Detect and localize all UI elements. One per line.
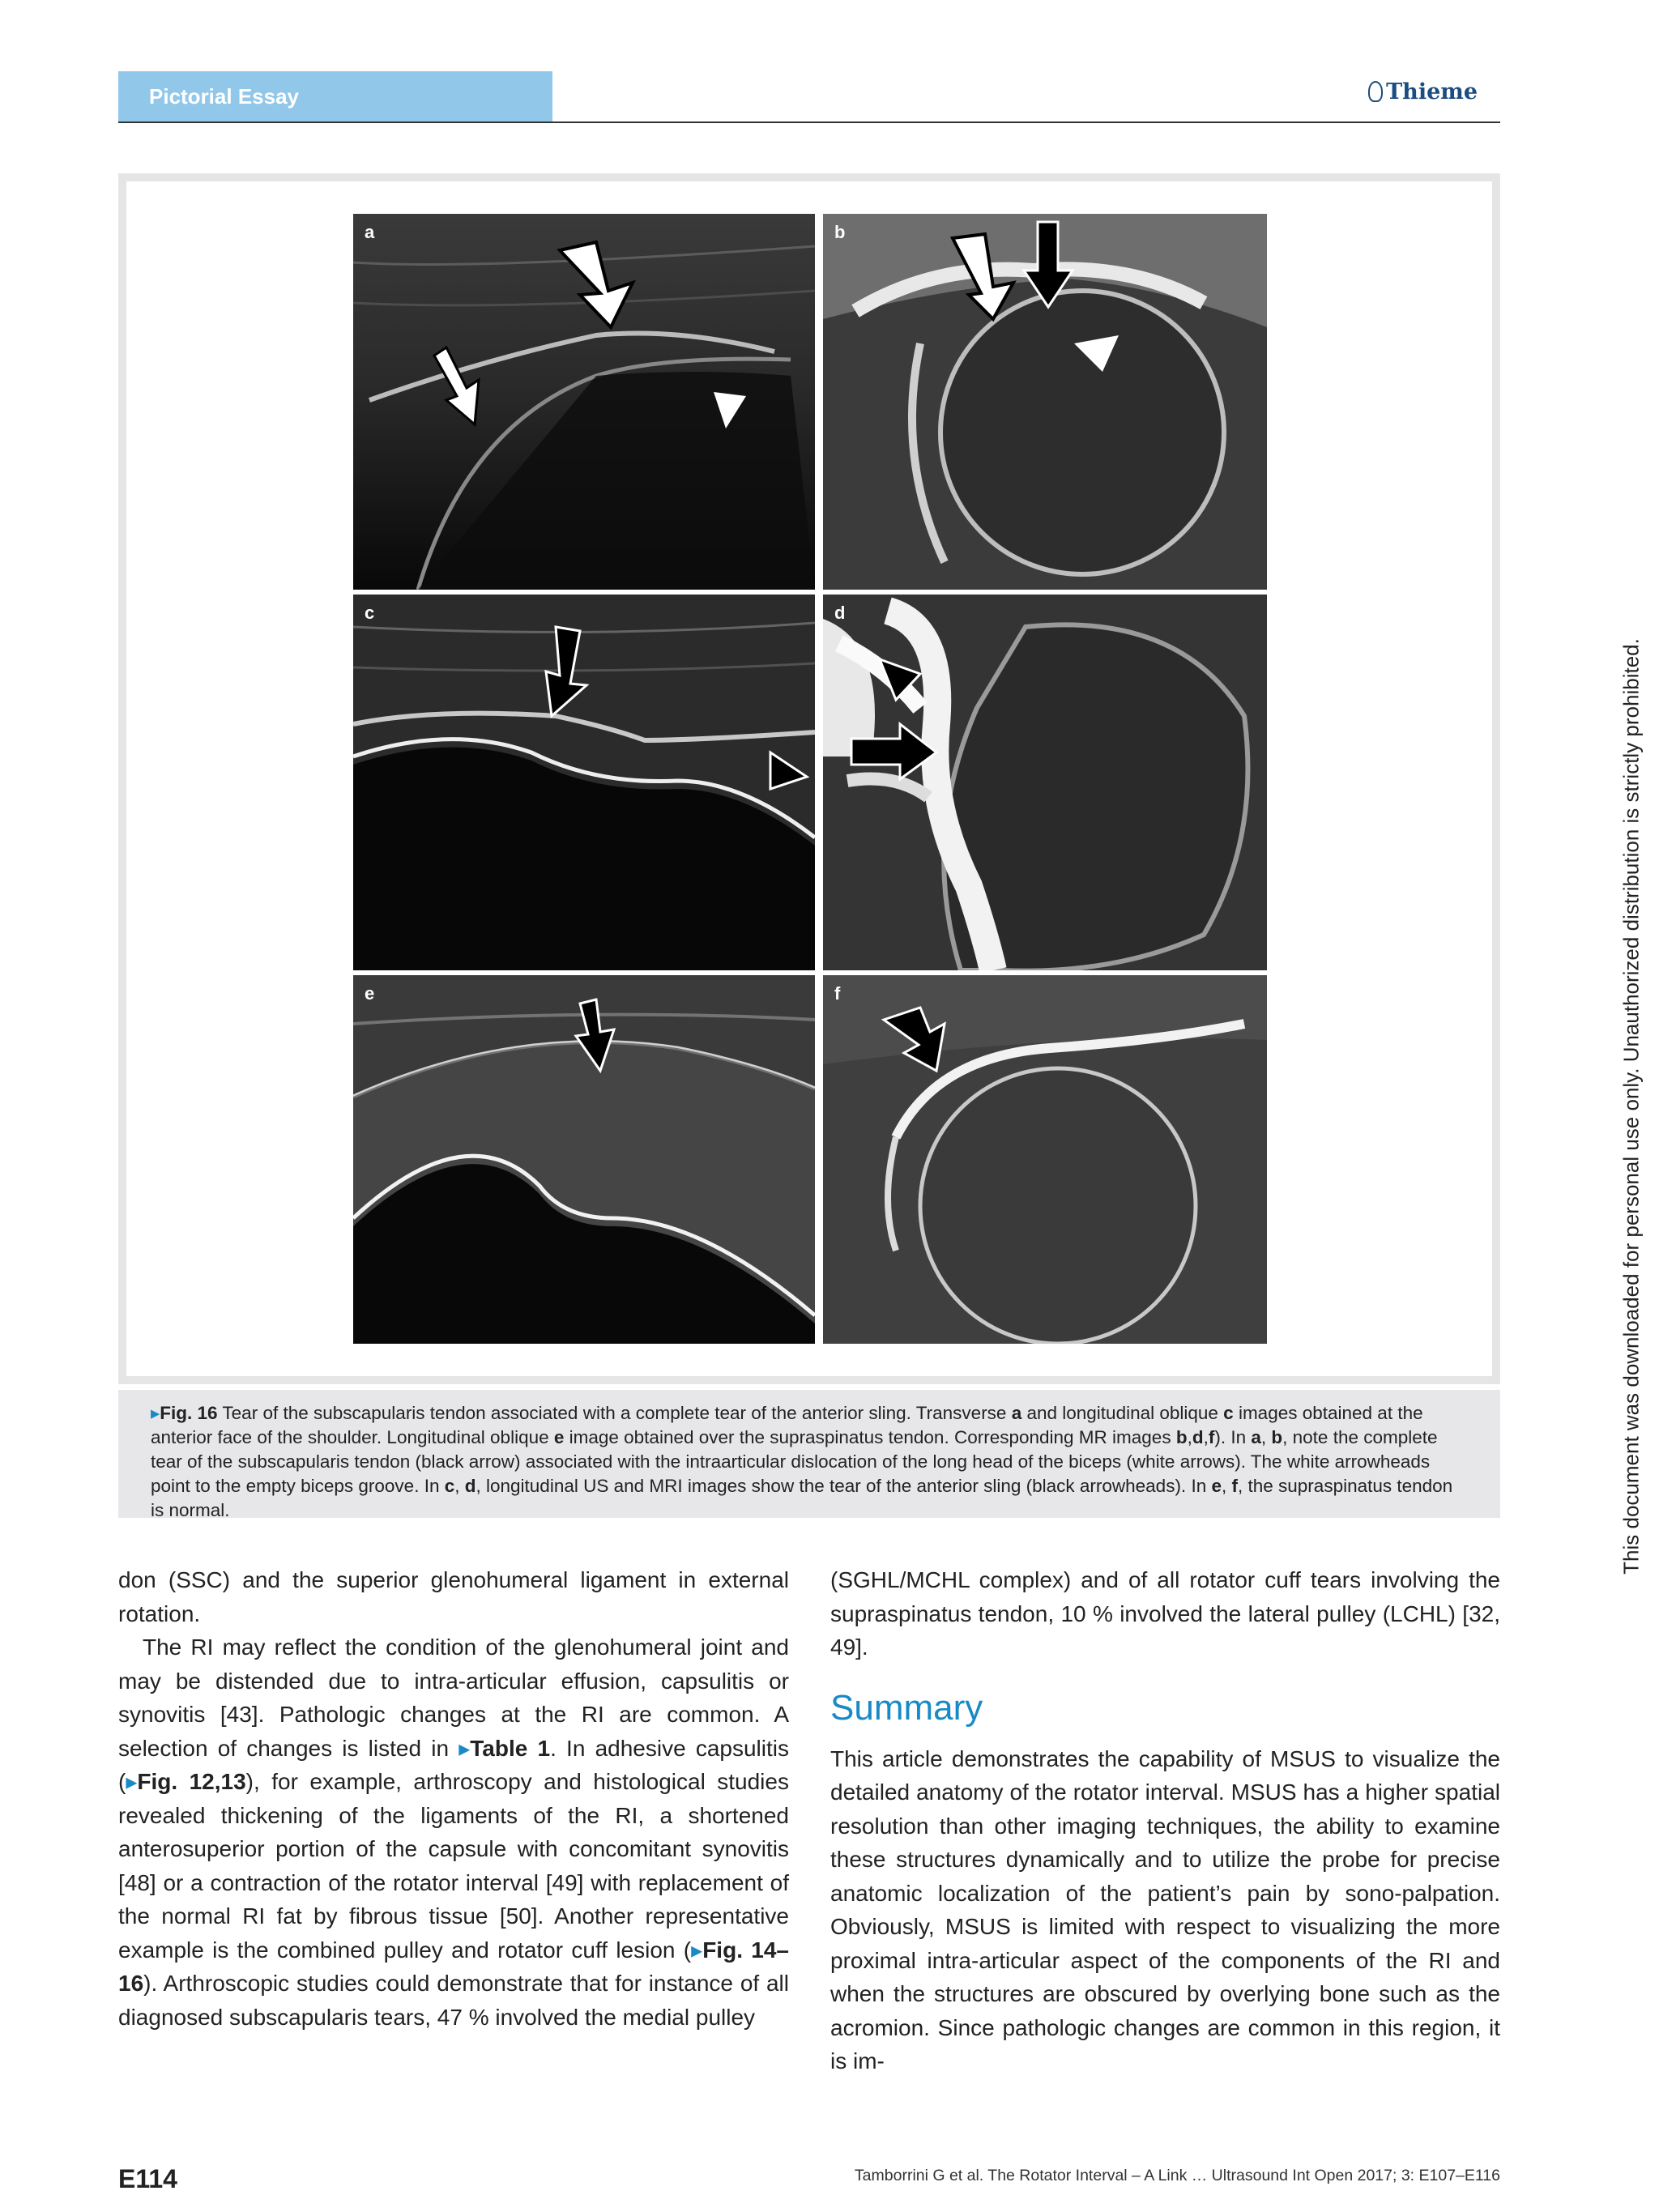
header-divider <box>118 121 1500 123</box>
paragraph: (SGHL/MCHL complex) and of all rotator cuff tears involving the supraspinatus tendon, 10 % involved the lateral pulley (LCHL) [32, 49]. <box>830 1567 1500 1660</box>
caption-bold: b <box>1271 1427 1283 1447</box>
figure-panel-e <box>353 975 815 1344</box>
caption-bold: c <box>1223 1403 1234 1423</box>
figure-panel-b <box>823 214 1267 590</box>
publisher-emblem-icon <box>1368 81 1383 102</box>
ultrasound-image-a <box>353 214 815 590</box>
panel-label: f <box>834 983 841 1004</box>
panel-label: a <box>365 222 375 242</box>
caption-bold: d <box>1192 1427 1204 1447</box>
caption-bold: e <box>1211 1476 1222 1496</box>
publisher-name: Thieme <box>1386 79 1478 104</box>
reference-marker-icon: ▸ <box>126 1769 138 1794</box>
panel-label: e <box>365 983 375 1004</box>
panel-label: c <box>365 603 375 623</box>
paragraph-text: ). Arthroscopic studies could demonstrate that for instance of all diagnosed subscapularis tears, 47 % involved the medial pulley <box>118 1971 789 2030</box>
caption-text: , <box>1187 1427 1192 1447</box>
figure-image-area <box>126 181 1492 1376</box>
left-column <box>118 1563 789 2034</box>
ultrasound-image-e <box>353 975 815 1344</box>
caption-figure-label: Fig. 16 <box>160 1403 218 1423</box>
publisher-logo <box>1368 79 1478 104</box>
mri-image-d <box>823 595 1267 970</box>
paragraph: don (SSC) and the superior glenohumeral ligament in external rotation. <box>118 1567 789 1626</box>
caption-text: , <box>1221 1476 1232 1496</box>
panel-label: b <box>834 222 846 242</box>
mri-image-b <box>823 214 1267 590</box>
figure-16 <box>118 173 1500 1384</box>
caption-text: , note the complete tear of the subscapularis tendon (black arrow) associated with the intraarticular dislocation of the long head of the biceps (white arrows). The white arrowheads point to the empty biceps groove. In <box>151 1427 1438 1496</box>
figure-panel-a <box>353 214 815 590</box>
caption-text: , <box>1260 1427 1272 1447</box>
page-number: E114 <box>118 2164 177 2193</box>
caption-text: , <box>1203 1427 1209 1447</box>
paragraph <box>118 1630 789 2034</box>
reference-marker-icon: ▸ <box>458 1735 471 1761</box>
mri-image-f <box>823 975 1267 1344</box>
reference-marker-icon: ▸ <box>691 1937 703 1963</box>
caption-text: , <box>454 1476 465 1496</box>
caption-bold: c <box>444 1476 455 1496</box>
caption-bold: f <box>1231 1476 1238 1496</box>
caption-text: and longitudinal oblique <box>1021 1403 1224 1423</box>
caption-bold: f <box>1208 1427 1215 1447</box>
caption-bold: a <box>1011 1403 1022 1423</box>
side-disclaimer: This document was downloaded for personal use only. Unauthorized distribution is strictly prohibited. <box>1618 638 1644 1575</box>
caption-text: images obtained at the anterior face of the shoulder. Longitudinal oblique <box>151 1403 1423 1447</box>
caption-text: Tear of the subscapularis tendon associated with a complete tear of the anterior sling. Transverse <box>217 1403 1012 1423</box>
caption-text: image obtained over the supraspinatus tendon. Corresponding MR images <box>564 1427 1176 1447</box>
panel-label: d <box>834 603 846 623</box>
paragraph-text: ), for example, arthroscopy and histological studies revealed thickening of the ligaments of the RI, a shortened anterosuperior portion of the capsule with concomitant synovitis [48] or a contraction of the rotator interval [49] with replacement of the normal RI fat by fibrous tissue [50]. Another representative example is the combined pulley and rotator cuff lesion ( <box>118 1769 789 1963</box>
section-label: Pictorial Essay <box>118 71 552 121</box>
figure-reference-link[interactable]: Fig. 12,13 <box>137 1769 246 1794</box>
figure-reference-link[interactable]: Fig. 14–16 <box>118 1937 790 1996</box>
figure-caption <box>118 1390 1500 1518</box>
caption-text: , longitudinal US and MRI images show the tear of the anterior sling (black arrowheads). In <box>476 1476 1212 1496</box>
ultrasound-image-c <box>353 595 815 970</box>
footer-citation: Tamborrini G et al. The Rotator Interval – A Link … Ultrasound Int Open 2017; 3: E107–E116 <box>854 2167 1500 2184</box>
caption-marker-icon: ▸ <box>151 1403 160 1423</box>
caption-bold: d <box>464 1476 476 1496</box>
paragraph-text: The RI may reflect the condition of the glenohumeral joint and may be distended due to intra-articular effusion, capsulitis or synovitis [43]. Pathologic changes at the RI are common. A selection of changes is listed in <box>118 1634 789 1761</box>
figure-panel-c <box>353 595 815 970</box>
paragraph-text: . In adhesive capsulitis ( <box>118 1735 789 1794</box>
figure-panel-d <box>823 595 1267 970</box>
section-heading: Summary <box>830 1687 983 1728</box>
caption-bold: e <box>553 1427 565 1447</box>
caption-bold: a <box>1251 1427 1261 1447</box>
caption-text: , the supraspinatus tendon is normal. <box>151 1476 1453 1520</box>
figure-panel-f <box>823 975 1267 1344</box>
table-reference-link[interactable]: Table 1 <box>470 1735 551 1761</box>
caption-bold: b <box>1175 1427 1188 1447</box>
caption-text: ). In <box>1214 1427 1252 1447</box>
paragraph: This article demonstrates the capability of MSUS to visualize the detailed anatomy of the rotator interval. MSUS has a higher spatial resolution than other imaging techniques, the ability to examine these structures dynamically and to utilize the probe for precise anatomic localization of the patient’s pain by sono-palpation. Obviously, MSUS is limited with respect to visualizing the more proximal intra-articular aspect of the components of the RI and when the structures are obscured by overlying bone such as the acromion. Since pathologic changes are common in this region, it is im- <box>830 1745 1500 2073</box>
right-column <box>830 1563 1500 2078</box>
